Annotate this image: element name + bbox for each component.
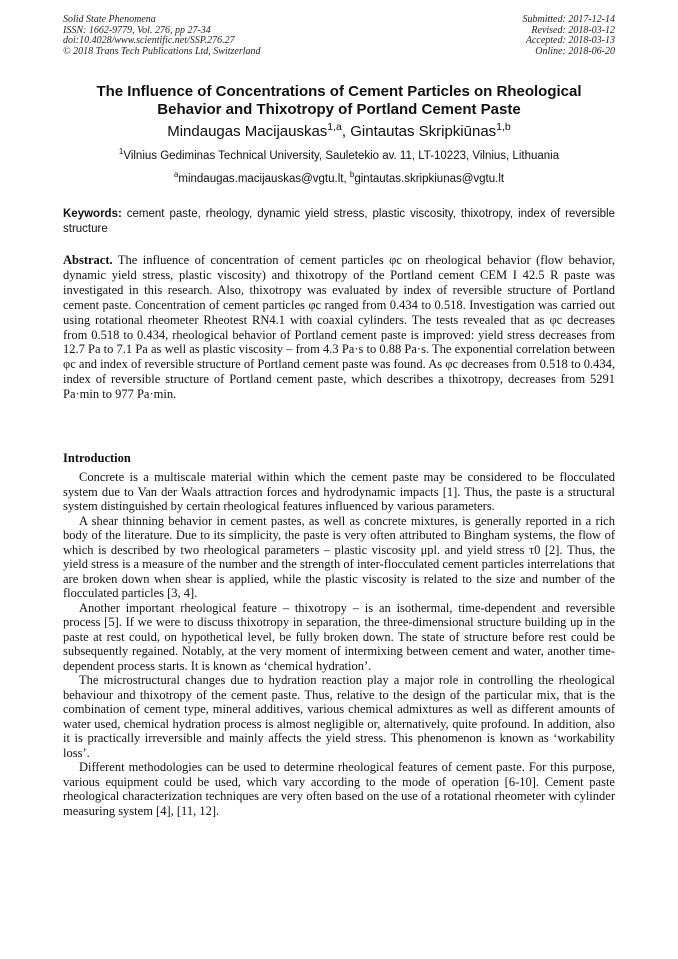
email-mark: b <box>349 170 355 180</box>
paragraph: Concrete is a multiscale material within which the cement paste may be considered to be flocculated system due to Van der Waals attraction forces and hydrodynamic impacts [1]. Thus, the paste is a structural system distinguished by certain rheological features influenced by various parameters. <box>63 470 615 513</box>
author-affiliation-mark: 1,a <box>327 121 342 133</box>
submitted-date: Submitted: 2017-12-14 <box>522 14 615 25</box>
copyright-line: © 2018 Trans Tech Publications Ltd, Switzerland <box>63 45 261 57</box>
doi-line: doi:10.4028/www.scientific.net/SSP.276.27 <box>63 35 235 47</box>
accepted-date: Accepted: 2018-03-13 <box>525 35 615 47</box>
journal-name: Solid State Phenomena <box>63 14 156 25</box>
keywords <box>63 207 615 237</box>
abstract-label: Abstract. <box>63 253 113 267</box>
email-separator: , <box>343 173 350 185</box>
email-mark: a <box>173 170 179 180</box>
revised-date: Revised: 2018-03-12 <box>531 24 615 36</box>
abstract <box>63 253 615 402</box>
paragraph: Different methodologies can be used to determine rheological features of cement paste. For this purpose, various equipment could be used, which vary according to the mode of operation [6-10]. Cement paste rheological characterization techniques are very often based on the use of a rotational rheometer with cylinder measuring system [4], [11, 12]. <box>63 760 615 818</box>
issn-line: ISSN: 1662-9779, Vol. 276, pp 27-34 <box>63 24 211 36</box>
introduction-body <box>63 470 615 818</box>
author-line <box>63 123 615 140</box>
journal-info <box>63 15 261 57</box>
email-link[interactable]: mindaugas.macijauskas@vgtu.lt <box>178 173 344 185</box>
author-emails <box>63 170 615 185</box>
online-date: Online: 2018-06-20 <box>535 45 615 57</box>
paragraph: The microstructural changes due to hydration reaction play a major role in controlling the rheological behaviour and thixotropy of the cement paste. Thus, relative to the design of the particular mix, that is the combination of cement type, mineral additives, various chemical admixtures as well as different amounts of water used, chemical hydration process is almost negligible or, alternatively, quite profound. In addition, also it is practically irreversible and mainly affects the yield stress. This phenomenon is known as ‘workability loss’. <box>63 673 615 760</box>
section-heading-introduction: Introduction <box>63 451 131 465</box>
email-link[interactable]: gintautas.skripkiunas@vgtu.lt <box>354 173 505 185</box>
author-name: Gintautas Skripkiūnas <box>350 123 497 140</box>
paper-title: The Influence of Concentrations of Cement Particles on Rheological Behavior and Thixotropy of Portland Cement Paste <box>96 83 582 118</box>
author-separator: , <box>341 123 351 140</box>
keywords-text: cement paste, rheology, dynamic yield stress, plastic viscosity, thixotropy, index of reversible structure <box>63 208 615 235</box>
affiliation-text: Vilnius Gediminas Technical University, Sauletekio av. 11, LT-10223, Vilnius, Lithuania <box>123 150 560 162</box>
keywords-label: Keywords: <box>63 208 122 220</box>
author-affiliation-mark: 1,b <box>496 121 511 133</box>
affiliation-mark: 1 <box>118 147 124 157</box>
affiliation <box>63 147 615 162</box>
paragraph: A shear thinning behavior in cement pastes, as well as concrete mixtures, is generally reported in a rich body of the literature. Due to its simplicity, the paste is very often attributed to Bingham systems, the flow of which is described by two rheological parameters – plastic viscosity μpl. and yield stress τ0 [2]. Thus, the yield stress is a measure of the number and the strength of inter-flocculated cement particles interrelations that are broken down when shear is applied, while the plastic viscosity is related to the size and number of the flocculated particles [3, 4]. <box>63 513 615 600</box>
abstract-text: The influence of concentration of cement particles φc on rheological behavior (flow behavior, dynamic yield stress, plastic viscosity) and thixotropy of the Portland cement CEM I 42.5 R paste was investigated in this research. Also, thixotropy was evaluated by index of reversible structure of Portland cement paste. Concentration of cement particles φc ranged from 0.434 to 0.518. Investigation was carried out using rotational rheometer Rheotest RN4.1 with coaxial cylinders. The tests revealed that as φc decreases from 0.518 to 0.434, rheological behavior of Portland cement paste is improved: yield stress decreases from 12.7 Pa to 7.1 Pa as well as plastic viscosity – from 4.3 Pa·s to 0.88 Pa·s. The exponential correlation between φc and index of reversible structure of Portland cement paste was found. As φc decreases from 0.518 to 0.434, index of reversible structure of Portland cement paste, which describes a thixotropy, decreases from 5291 Pa·min to 977 Pa·min. <box>63 253 615 402</box>
paragraph: Another important rheological feature – thixotropy – is an isothermal, time-dependent and reversible process [5]. If we were to discuss thixotropy in separation, the three-dimensional structure building up in the paste at rest could, on hypothetical level, be fully broken down. The state of structure before rest could be subsequently regained. Notably, at the very moment of intermixing between cement and water, another time-dependent process starts. It is known as ‘chemical hydration’. <box>63 600 615 673</box>
author-name: Mindaugas Macijauskas <box>167 123 328 140</box>
submission-dates <box>523 15 616 57</box>
